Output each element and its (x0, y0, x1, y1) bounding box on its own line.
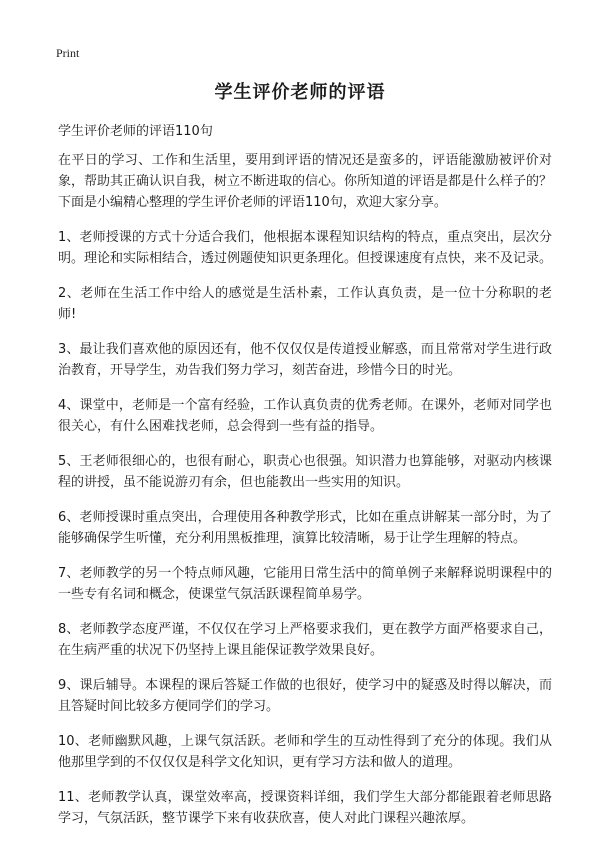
comment-item-5: 5、王老师很细心的，也很有耐心，职责心也很强。知识潜力也算能够，对驱动内核课程的讲授，虽不能说游刃有余，但也能教出一些实用的知识。 (58, 454, 552, 490)
comment-item-4: 4、课堂中，老师是一个富有经验，工作认真负责的优秀老师。在课外，老师对同学也很关心，有什么困难找老师，总会得到一些有益的指导。 (58, 398, 552, 434)
page-title: 学生评价老师的评语 (214, 82, 386, 103)
document-body (58, 150, 552, 843)
print-link[interactable]: Print (56, 46, 80, 60)
comment-item-11: 11、老师教学认真，课堂效率高，授课资料详细，我们学生大部分都能跟着老师思路学习，气氛活跃，整节课学下来有收获欣喜，使人对此门课程兴趣浓厚。 (58, 790, 552, 826)
comment-item-7: 7、老师教学的另一个特点师风趣，它能用日常生活中的简单例子来解释说明课程中的一些专有名词和概念，使课堂气氛活跃课程简单易学。 (58, 566, 552, 602)
comment-item-1: 1、老师授课的方式十分适合我们，他根据本课程知识结构的特点，重点突出，层次分明。理论和实际相结合，透过例题使知识更条理化。但授课速度有点快，来不及记录。 (58, 230, 553, 266)
comment-item-2: 2、老师在生活工作中给人的感觉是生活朴素，工作认真负责，是一位十分称职的老师! (58, 286, 552, 322)
document-subtitle: 学生评价老师的评语110句 (58, 124, 213, 139)
comment-item-9: 9、课后辅导。本课程的课后答疑工作做的也很好，使学习中的疑惑及时得以解决，而且答疑时间比较多方便同学们的学习。 (58, 678, 552, 714)
comment-item-3: 3、最让我们喜欢他的原因还有，他不仅仅仅是传道授业解惑，而且常常对学生进行政治教育，开导学生，劝告我们努力学习，刻苦奋进，珍惜今日的时光。 (58, 342, 552, 378)
comment-item-6: 6、老师授课时重点突出，合理使用各种教学形式，比如在重点讲解某一部分时，为了能够确保学生听懂，充分利用黑板推理，演算比较清晰，易于让学生理解的特点。 (58, 510, 552, 546)
comment-item-10: 10、老师幽默风趣，上课气氛活跃。老师和学生的互动性得到了充分的体现。我们从他那里学到的不仅仅仅是科学文化知识，更有学习方法和做人的道理。 (58, 734, 552, 770)
intro-paragraph: 在平日的学习、工作和生活里，要用到评语的情况还是蛮多的，评语能激励被评价对象，帮助其正确认识自我，树立不断进取的信心。你所知道的评语是都是什么样子的？下面是小编精心整理的学生评价老师的评语110句，欢迎大家分享。 (58, 153, 553, 210)
comment-item-8: 8、老师教学态度严谨，不仅仅在学习上严格要求我们，更在教学方面严格要求自己，在生病严重的状况下仍坚持上课且能保证教学效果良好。 (58, 622, 552, 658)
